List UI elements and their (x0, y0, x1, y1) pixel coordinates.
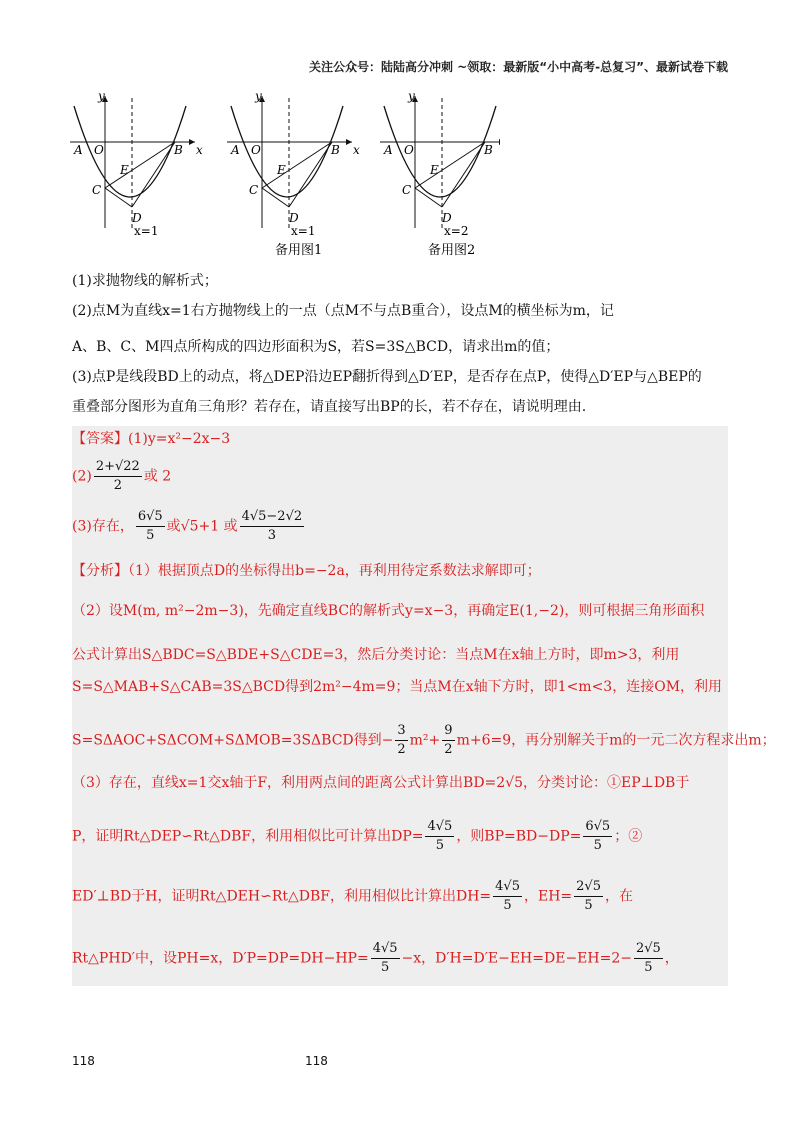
question-3-line-1: (3)点P是线段BD上的动点，将△DEP沿边EP翻折得到△D′EP，是否存在点P，使得△D′EP与△BEP的 (72, 369, 702, 385)
analysis-8a: ED′⊥BD于H，证明Rt△DEH∽Rt△DBF，利用相似比计算出DH= (72, 888, 492, 905)
analysis-8b: ，EH= (523, 888, 573, 905)
label-y: y (408, 89, 415, 103)
fraction-numerator: 6√5 (136, 508, 165, 527)
analysis-line-1 (72, 562, 728, 582)
answer-part-3-fraction-1 (136, 508, 165, 545)
analysis-8c: ，在 (604, 888, 633, 905)
line-bd (442, 142, 485, 207)
label-x: x (196, 143, 203, 157)
label-c: C (402, 183, 412, 197)
fraction-numerator: 4√5 (493, 878, 522, 897)
analysis-line-8 (72, 878, 728, 915)
label-a: A (384, 143, 393, 157)
label-y: y (255, 89, 262, 103)
answer-part-2-prefix: (2) (72, 468, 92, 485)
page-header: 关注公众号：陆陆高分冲刺 ~领取：最新版“小中高考-总复习”、最新试卷下载 (309, 60, 728, 74)
label-c: C (92, 183, 102, 197)
line-bc (105, 142, 175, 188)
analysis-7-fraction-1 (425, 818, 454, 855)
label-x: x (353, 143, 360, 157)
answer-part-3-middle: 或√5+1 或 (166, 518, 238, 535)
parabola-figures (60, 88, 500, 268)
question-3-line-2: 重叠部分图形为直角三角形？若存在，请直接写出BP的长，若不存在，请说明理由. (72, 399, 587, 415)
line-bd (132, 142, 175, 207)
analysis-line-7 (72, 818, 728, 855)
analysis-line-4: S=S△MAB+S△CAB=3S△BCD得到2m²−4m=9；当点M在x轴下方时，即1<m<3，连接OM，利用 (72, 679, 723, 695)
label-d: D (289, 211, 299, 225)
label-e: E (120, 163, 129, 177)
analysis-line-9 (72, 940, 728, 977)
answer-line-3 (72, 508, 728, 545)
analysis-tag: 【分析】 (72, 563, 128, 579)
label-a: A (74, 143, 83, 157)
fraction-denominator: 5 (380, 960, 390, 976)
label-o: O (404, 143, 414, 157)
fraction-numerator: 3 (395, 722, 407, 741)
analysis-5b: m²+ (409, 732, 441, 749)
fraction-numerator: 4√5−2√2 (240, 508, 305, 527)
label-d: D (442, 211, 452, 225)
line-bc (415, 142, 485, 188)
analysis-9-fraction-1 (371, 940, 400, 977)
label-e: E (277, 163, 286, 177)
analysis-line-2: （2）设M(m, m²−2m−3)，先确定直线BC的解析式y=x−3，再确定E(1,−2)，则可根据三角形面积 (72, 603, 705, 619)
analysis-9-fraction-2 (634, 940, 663, 977)
analysis-9a: Rt△PHD′中，设PH=x，D′P=DP=DH−HP= (72, 950, 369, 967)
answer-line-1 (72, 430, 728, 450)
caption-x-1: x=1 (291, 224, 316, 238)
fraction-numerator: 4√5 (425, 818, 454, 837)
page-number-left: 118 (72, 1054, 95, 1068)
question-2-line-1: (2)点M为直线x=1右方抛物线上的一点（点M不与点B重合），设点M的横坐标为m，记 (72, 303, 614, 319)
analysis-9c: ， (664, 950, 679, 967)
analysis-5-fraction-2 (442, 722, 454, 759)
analysis-line-6: （3）存在，直线x=1交x轴于F，利用两点间的距离公式计算出BD=2√5，分类讨论：①EP⊥DB于 (72, 775, 690, 791)
fraction-denominator: 5 (584, 898, 593, 914)
label-b: B (484, 143, 493, 157)
question-2-line-2: A、B、C、M四点所构成的四边形面积为S，若S=3S△BCD，请求出m的值； (72, 339, 560, 355)
fraction-denominator: 2 (444, 742, 453, 758)
fraction-denominator: 5 (644, 960, 653, 976)
answer-part-1: (1)y=x²−2x−3 (128, 431, 231, 447)
label-a: A (231, 143, 240, 157)
analysis-5a: S=SΔAOC+SΔCOM+SΔMOB=3SΔBCD得到− (72, 732, 394, 749)
caption-x-1: x=1 (134, 224, 159, 238)
label-b: B (331, 143, 340, 157)
line-bd (289, 142, 332, 207)
label-o: O (251, 143, 261, 157)
page-number-center: 118 (305, 1054, 328, 1068)
label-b: B (174, 143, 183, 157)
fraction-denominator: 5 (435, 838, 445, 854)
analysis-line-3: 公式计算出S△BDC=S△BDE+S△CDE=3，然后分类讨论：当点M在x轴上方时，即m>3，利用 (72, 647, 680, 663)
analysis-7b: ，则BP=BD−DP= (456, 828, 582, 845)
analysis-8-fraction-1 (493, 878, 522, 915)
label-c: C (249, 183, 259, 197)
analysis-5c: m+6=9，再分别解关于m的一元二次方程求出m； (456, 732, 776, 749)
line-bc (262, 142, 332, 188)
fraction-numerator: 6√5 (583, 818, 612, 837)
answer-line-2 (72, 458, 728, 495)
analysis-7c: ；② (614, 828, 643, 845)
x-axis-arrow (189, 139, 195, 145)
fraction-numerator: 2√5 (574, 878, 603, 897)
analysis-7a: P，证明Rt△DEP∽Rt△DBF，利用相似比可计算出DP= (72, 828, 424, 845)
fraction-numerator: 9 (442, 722, 454, 741)
figure-title: 备用图1 (275, 243, 323, 258)
fraction-denominator: 2 (113, 478, 122, 494)
question-1: (1)求抛物线的解析式； (72, 273, 218, 289)
analysis-5-fraction-1 (395, 722, 407, 759)
analysis-8-fraction-2 (574, 878, 603, 915)
label-y: y (98, 89, 105, 103)
analysis-7-fraction-2 (583, 818, 612, 855)
x-axis-arrow (346, 139, 352, 145)
label-o: O (94, 143, 104, 157)
figure-title: 备用图2 (428, 243, 476, 258)
label-e: E (430, 163, 439, 177)
answer-part-3-prefix: (3)存在， (72, 518, 134, 535)
figure-1 (70, 89, 203, 238)
answer-part-2-suffix: 或 2 (143, 468, 172, 485)
caption-x-2: x=2 (444, 224, 469, 238)
fraction-numerator: 4√5 (371, 940, 400, 959)
figure-3 (380, 89, 500, 258)
fraction-denominator: 3 (267, 528, 276, 544)
analysis-line-5 (72, 722, 776, 759)
fraction-denominator: 5 (503, 898, 512, 914)
x-axis-arrow (499, 139, 500, 145)
fraction-numerator: 2+√22 (94, 458, 142, 477)
fraction-denominator: 5 (146, 528, 155, 544)
fraction-denominator: 5 (593, 838, 602, 854)
fraction-numerator: 2√5 (634, 940, 663, 959)
answer-part-2-fraction (94, 458, 142, 495)
analysis-9b: −x，D′H=D′E−EH=DE−EH=2− (401, 950, 632, 967)
answer-tag: 【答案】 (72, 431, 128, 447)
fraction-denominator: 2 (397, 742, 406, 758)
answer-part-3-fraction-2 (240, 508, 305, 545)
label-d: D (132, 211, 142, 225)
analysis-text-1: （1）根据顶点D的坐标得出b=−2a，再利用待定系数法求解即可； (128, 563, 541, 579)
figure-2 (227, 89, 360, 258)
